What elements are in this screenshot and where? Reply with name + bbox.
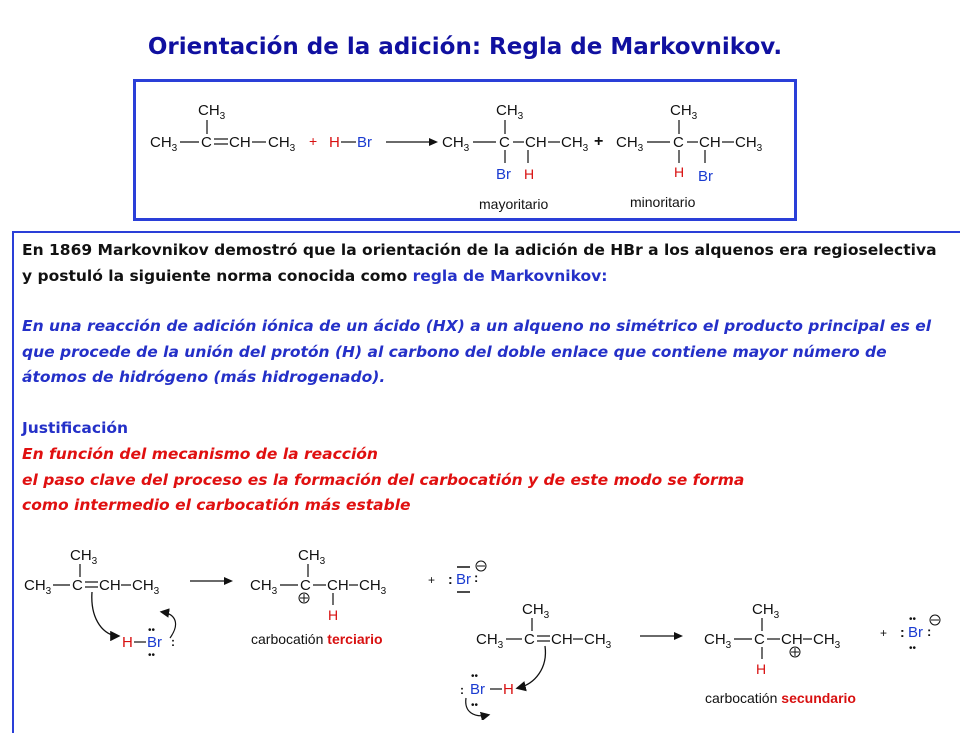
justification-line: En función del mecanismo de la reacción <box>22 445 378 463</box>
svg-text:CH3: $CH_3$ <box>298 547 326 567</box>
svg-text:CH3: $CH_3$ <box>735 134 763 154</box>
svg-text:Br: Br <box>357 134 372 151</box>
justification-heading: Justificación <box>22 419 129 437</box>
svg-text:••: •• <box>909 643 917 654</box>
hbr-reagent <box>329 134 372 151</box>
svg-text::: : <box>927 624 932 639</box>
svg-text:CH: CH <box>229 134 251 151</box>
alkene-structure <box>24 547 160 597</box>
svg-text:CH3: $CH_3$ <box>150 134 178 154</box>
minor-product <box>616 102 763 185</box>
intro-text: En 1869 Markovnikov demostró que la orientación de la adición de HBr a los alquenos era regioselectiva y postuló la siguiente norma conocida como <box>22 241 937 285</box>
electron-arrow <box>518 646 545 688</box>
hbr-attacking <box>122 625 175 661</box>
alkene-structure <box>476 601 612 651</box>
svg-text:CH: CH <box>781 631 803 648</box>
svg-text:CH3: $CH_3$ <box>198 102 226 122</box>
bromide-ion <box>880 614 940 654</box>
addition-reaction-scheme <box>136 82 794 218</box>
svg-text:+: + <box>428 573 436 587</box>
svg-text:H: H <box>329 134 340 151</box>
svg-text:CH3: $CH_3$ <box>704 631 732 651</box>
svg-text:CH3: $CH_3$ <box>359 577 387 597</box>
svg-text:C: C <box>300 577 311 594</box>
hbr-attacking <box>460 671 514 711</box>
reaction-arrow <box>190 577 233 585</box>
svg-text:H: H <box>756 661 767 677</box>
svg-text:C: C <box>201 134 212 151</box>
svg-text:CH3: $CH_3$ <box>24 577 52 597</box>
secondary-carbocation-label: carbocatión secundario <box>705 690 856 706</box>
svg-text:C: C <box>673 134 684 151</box>
svg-text:H: H <box>674 164 685 180</box>
svg-text:Br: Br <box>908 624 923 641</box>
justification-line: como intermedio el carbocatión más estable <box>22 496 411 514</box>
svg-text:CH3: $CH_3$ <box>813 631 841 651</box>
svg-text:C: C <box>499 134 510 151</box>
svg-text:••: •• <box>909 614 917 625</box>
alkene-reactant <box>150 102 296 154</box>
svg-text:CH3: $CH_3$ <box>584 631 612 651</box>
svg-text:••: •• <box>471 700 479 711</box>
svg-text:••: •• <box>148 625 156 636</box>
svg-text::: : <box>474 570 479 585</box>
svg-text:CH3: $CH_3$ <box>496 102 524 122</box>
svg-text:CH3: $CH_3$ <box>250 577 278 597</box>
justification-text <box>22 442 952 519</box>
bromide-ion <box>428 561 486 592</box>
markovnikov-scheme-box <box>133 79 797 221</box>
justification-line: el paso clave del proceso es la formación del carbocatión y de este modo se forma <box>22 470 745 489</box>
svg-text:CH: CH <box>551 631 573 648</box>
page-title: Orientación de la adición: Regla de Markovnikov. <box>147 34 783 60</box>
minor-product-label: minoritario <box>630 194 696 210</box>
intro-paragraph <box>22 238 952 289</box>
svg-text:Br: Br <box>456 571 471 588</box>
svg-text:Br: Br <box>147 634 162 651</box>
svg-text:H: H <box>503 681 514 698</box>
reaction-arrow <box>386 138 438 146</box>
reaction-arrow <box>640 632 683 640</box>
svg-text:CH3: $CH_3$ <box>268 134 296 154</box>
svg-text:CH: CH <box>699 134 721 151</box>
svg-text::: : <box>900 624 905 640</box>
svg-text:CH3: $CH_3$ <box>132 577 160 597</box>
svg-text:C: C <box>524 631 535 648</box>
svg-text:CH: CH <box>327 577 349 594</box>
svg-text:Br: Br <box>470 681 485 698</box>
plus-sign: + <box>594 133 604 150</box>
rule-name: regla de Markovnikov: <box>412 266 608 285</box>
major-product-label: mayoritario <box>479 196 549 212</box>
svg-text::: : <box>448 571 453 587</box>
svg-text:••: •• <box>148 650 156 661</box>
svg-text:Br: Br <box>698 168 713 185</box>
svg-text:CH3: $CH_3$ <box>752 601 780 621</box>
svg-text:CH: CH <box>99 577 121 594</box>
svg-text:CH3: $CH_3$ <box>70 547 98 567</box>
svg-text:H: H <box>524 166 535 182</box>
svg-text:Br: Br <box>496 166 511 183</box>
svg-text::: : <box>460 683 464 697</box>
tertiary-carbocation <box>250 547 387 623</box>
svg-text:CH3: $CH_3$ <box>522 601 550 621</box>
mechanism-scheme <box>0 526 960 720</box>
svg-text:CH3: $CH_3$ <box>442 134 470 154</box>
secondary-carbocation <box>704 601 841 677</box>
svg-text:CH3: $CH_3$ <box>670 102 698 122</box>
svg-text:+: + <box>880 626 888 640</box>
svg-text:C: C <box>72 577 83 594</box>
svg-text::: : <box>171 635 175 649</box>
svg-text:CH3: $CH_3$ <box>476 631 504 651</box>
svg-text:CH3: $CH_3$ <box>561 134 589 154</box>
svg-text:H: H <box>328 607 339 623</box>
svg-text:••: •• <box>471 671 479 682</box>
rule-statement: En una reacción de adición iónica de un ácido (HX) a un alqueno no simétrico el producto principal es el que procede de la unión del protón (H) al carbono del doble enlace que contiene mayor número de átomos de hidrógeno (más hidrogenado). <box>22 317 932 386</box>
electron-arrow <box>92 592 118 636</box>
tertiary-carbocation-label: carbocatión terciario <box>251 631 383 647</box>
svg-text:CH3: $CH_3$ <box>616 134 644 154</box>
svg-text:CH: CH <box>525 134 547 151</box>
svg-text:H: H <box>122 634 133 651</box>
svg-text:C: C <box>754 631 765 648</box>
plus-sign: + <box>309 133 318 149</box>
major-product <box>442 102 589 183</box>
